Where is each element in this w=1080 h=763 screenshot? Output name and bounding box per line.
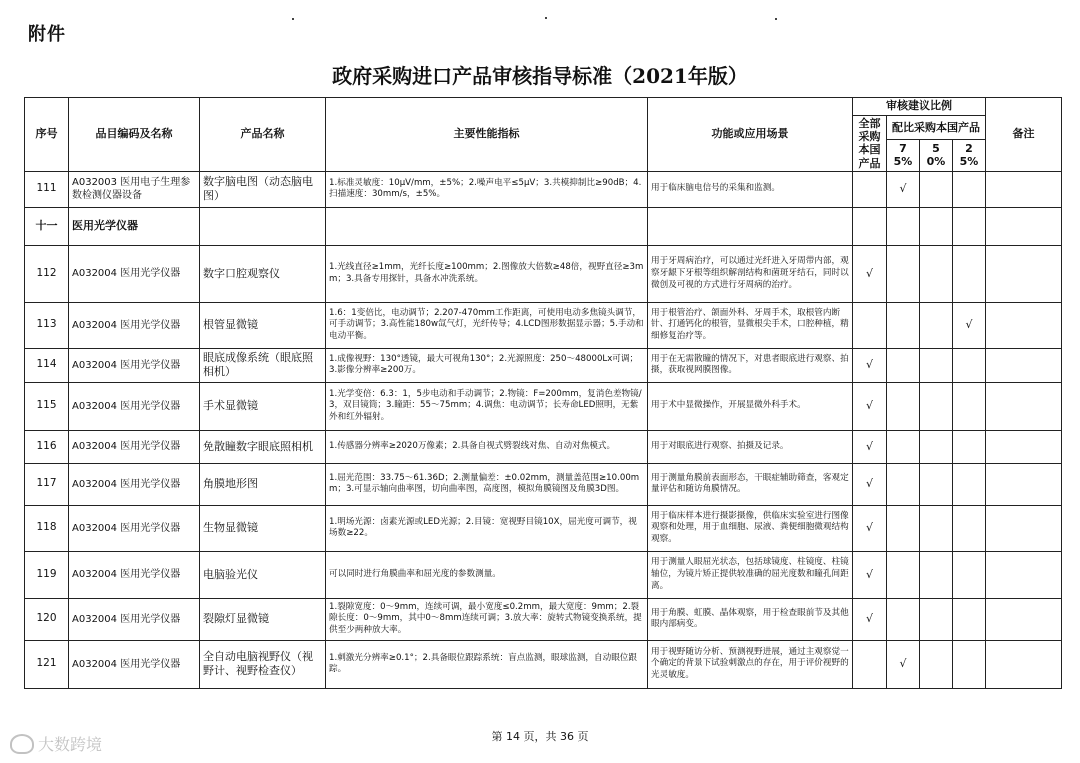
cell-50 xyxy=(920,245,953,302)
cell-seq: 113 xyxy=(25,302,69,348)
cell-25 xyxy=(953,463,986,505)
empty-cell xyxy=(986,207,1062,245)
cell-code-name: A032004 医用光学仪器 xyxy=(69,598,200,640)
cell-product-name: 数字口腔观察仪 xyxy=(200,245,326,302)
cell-specs: 1.光学变倍：6.3：1，5步电动和手动调节；2.物镜：F=200mm，复消色差物镜/3，双目镜筒；3.瞳距：55～75mm；4.调焦：电动调节；长寿命LED照明，无紫外和红外辐射。 xyxy=(326,382,648,430)
cell-50 xyxy=(920,382,953,430)
watermark-text: 大数跨境 xyxy=(38,735,103,754)
header-specs: 主要性能指标 xyxy=(326,98,648,172)
cell-function: 用于测量人眼屈光状态，包括球镜度、柱镜度、柱镜轴位，为镜片矫正提供较准确的屈光度数和瞳孔间距离。 xyxy=(648,551,853,598)
cell-remark xyxy=(986,640,1062,688)
cell-seq: 114 xyxy=(25,348,69,382)
table-row xyxy=(25,302,1062,348)
table-row xyxy=(25,245,1062,302)
cell-function: 用于在无需散瞳的情况下，对患者眼底进行观察、拍摄，获取视网膜图像。 xyxy=(648,348,853,382)
header-ratio-group: 审核建议比例 xyxy=(853,98,986,116)
cell-75: √ xyxy=(887,171,920,207)
cell-all-domestic: √ xyxy=(853,551,887,598)
cell-specs: 1.光线直径≥1mm，光纤长度≥100mm；2.图像放大倍数≥48倍，视野直径≥3mm；3.具备专用探针，具备水冲洗系统。 xyxy=(326,245,648,302)
cell-code-name: A032004 医用光学仪器 xyxy=(69,505,200,551)
scan-speck xyxy=(545,17,547,19)
cell-50 xyxy=(920,430,953,463)
cell-product-name: 角膜地形图 xyxy=(200,463,326,505)
cell-50 xyxy=(920,302,953,348)
cell-product-name: 手术显微镜 xyxy=(200,382,326,430)
cell-75 xyxy=(887,598,920,640)
cell-25 xyxy=(953,598,986,640)
section-title: 医用光学仪器 xyxy=(69,207,200,245)
table-row xyxy=(25,463,1062,505)
cell-50 xyxy=(920,463,953,505)
cell-remark xyxy=(986,245,1062,302)
cell-all-domestic: √ xyxy=(853,598,887,640)
cell-50 xyxy=(920,551,953,598)
cell-code-name: A032003 医用电子生理参数检测仪器设备 xyxy=(69,171,200,207)
header-remark: 备注 xyxy=(986,98,1062,172)
cell-all-domestic: √ xyxy=(853,463,887,505)
cell-code-name: A032004 医用光学仪器 xyxy=(69,551,200,598)
cell-all-domestic: √ xyxy=(853,430,887,463)
cell-25: √ xyxy=(953,302,986,348)
cell-75: √ xyxy=(887,640,920,688)
cell-product-name: 电脑验光仪 xyxy=(200,551,326,598)
cell-code-name: A032004 医用光学仪器 xyxy=(69,463,200,505)
cell-seq: 111 xyxy=(25,171,69,207)
cell-specs: 1.标准灵敏度：10μV/mm，±5%；2.噪声电平≤5μV；3.共模抑制比≥90dB；4.扫描速度：30mm/s，±5%。 xyxy=(326,171,648,207)
cell-75 xyxy=(887,348,920,382)
cell-all-domestic xyxy=(853,171,887,207)
cell-seq: 118 xyxy=(25,505,69,551)
cell-product-name: 根管显微镜 xyxy=(200,302,326,348)
cell-product-name: 生物显微镜 xyxy=(200,505,326,551)
cell-25 xyxy=(953,382,986,430)
cell-25 xyxy=(953,640,986,688)
cell-25 xyxy=(953,505,986,551)
cell-75 xyxy=(887,430,920,463)
cell-remark xyxy=(986,171,1062,207)
table-row xyxy=(25,505,1062,551)
empty-cell xyxy=(853,207,887,245)
table-row xyxy=(25,171,1062,207)
empty-cell xyxy=(953,207,986,245)
cell-function: 用于临床样本进行摄影摄像，供临床实验室进行图像观察和处理，用于血细胞、尿液、粪便细胞微观结构观察。 xyxy=(648,505,853,551)
cell-all-domestic: √ xyxy=(853,245,887,302)
cell-seq: 121 xyxy=(25,640,69,688)
empty-cell xyxy=(200,207,326,245)
table-row xyxy=(25,348,1062,382)
document-title: 政府采购进口产品审核指导标准（2021年版） xyxy=(332,64,748,88)
cell-50 xyxy=(920,598,953,640)
cell-all-domestic xyxy=(853,302,887,348)
cell-25 xyxy=(953,245,986,302)
cell-code-name: A032004 医用光学仪器 xyxy=(69,245,200,302)
cell-specs: 1.刺激光分辨率≥0.1°；2.具备眼位跟踪系统：盲点监测，眼球监测，自动眼位跟踪。 xyxy=(326,640,648,688)
cell-specs: 1.6：1变倍比，电动调节；2.207-470mm工作距离，可使用电动多焦镜头调节，可手动调节；3.高性能180w氙气灯，光纤传导；4.LCD图形数据显示器；5.手动和电动平衡。 xyxy=(326,302,648,348)
cell-25 xyxy=(953,171,986,207)
table-row xyxy=(25,598,1062,640)
cell-code-name: A032004 医用光学仪器 xyxy=(69,302,200,348)
cell-remark xyxy=(986,505,1062,551)
scan-speck xyxy=(775,18,777,20)
cell-remark xyxy=(986,430,1062,463)
cell-seq: 116 xyxy=(25,430,69,463)
header-domestic-ratio: 配比采购本国产品 xyxy=(887,116,986,140)
cell-all-domestic: √ xyxy=(853,348,887,382)
header-25: 25% xyxy=(953,139,986,171)
cell-seq: 120 xyxy=(25,598,69,640)
cell-50 xyxy=(920,505,953,551)
header-function: 功能或应用场景 xyxy=(648,98,853,172)
cell-50 xyxy=(920,171,953,207)
attachment-label: 附件 xyxy=(28,24,66,45)
cell-function: 用于根管治疗、颌面外科、牙周手术，取根管内断针、打通钙化的根管，显微根尖手术，口腔种植，精细修复治疗等。 xyxy=(648,302,853,348)
cell-code-name: A032004 医用光学仪器 xyxy=(69,430,200,463)
standards-table xyxy=(24,97,1062,689)
table-row xyxy=(25,640,1062,688)
cell-75 xyxy=(887,382,920,430)
cell-specs: 1.成像视野：130°透镜，最大可视角130°；2.光源照度：250～48000Lx可调；3.影像分辨率≥200万。 xyxy=(326,348,648,382)
cell-all-domestic: √ xyxy=(853,382,887,430)
page-footer: 第 14 页，共 36 页 xyxy=(491,730,589,743)
cell-seq: 119 xyxy=(25,551,69,598)
header-product-name: 产品名称 xyxy=(200,98,326,172)
cell-remark xyxy=(986,463,1062,505)
cell-75 xyxy=(887,551,920,598)
cell-function: 用于对眼底进行观察、拍摄及记录。 xyxy=(648,430,853,463)
cell-25 xyxy=(953,430,986,463)
cell-specs: 可以同时进行角膜曲率和屈光度的参数测量。 xyxy=(326,551,648,598)
cell-75 xyxy=(887,302,920,348)
header-seq: 序号 xyxy=(25,98,69,172)
empty-cell xyxy=(326,207,648,245)
cell-25 xyxy=(953,348,986,382)
watermark xyxy=(10,732,102,755)
cell-code-name: A032004 医用光学仪器 xyxy=(69,640,200,688)
section-seq: 十一 xyxy=(25,207,69,245)
cell-all-domestic: √ xyxy=(853,505,887,551)
cell-75 xyxy=(887,463,920,505)
empty-cell xyxy=(920,207,953,245)
cell-seq: 117 xyxy=(25,463,69,505)
cell-remark xyxy=(986,598,1062,640)
cell-seq: 115 xyxy=(25,382,69,430)
cell-product-name: 裂隙灯显微镜 xyxy=(200,598,326,640)
cell-remark xyxy=(986,348,1062,382)
cell-product-name: 眼底成像系统（眼底照相机） xyxy=(200,348,326,382)
table-row xyxy=(25,382,1062,430)
cell-specs: 1.屈光范围：33.75～61.36D；2.测量偏差：±0.02mm，测量盖范围≥10.00mm；3.可显示轴向曲率图，切向曲率图，高度图，模拟角膜镜图及角膜3D图。 xyxy=(326,463,648,505)
cell-remark xyxy=(986,302,1062,348)
cell-50 xyxy=(920,348,953,382)
table-row xyxy=(25,551,1062,598)
cell-function: 用于临床脑电信号的采集和监测。 xyxy=(648,171,853,207)
cell-function: 用于视野随访分析、预测视野进展，通过主观察觉一个确定的背景下试验刺激点的存在，用于评价视野的光灵敏度。 xyxy=(648,640,853,688)
scan-speck xyxy=(292,18,294,20)
cell-product-name: 免散瞳数字眼底照相机 xyxy=(200,430,326,463)
empty-cell xyxy=(887,207,920,245)
cell-code-name: A032004 医用光学仪器 xyxy=(69,382,200,430)
cell-function: 用于牙周病治疗，可以通过光纤进入牙周带内部，观察牙龈下牙根等组织解剖结构和菌斑牙结石，同时以微创及可视的方式进行牙周病的治疗。 xyxy=(648,245,853,302)
cell-25 xyxy=(953,551,986,598)
header-75: 75% xyxy=(887,139,920,171)
cell-remark xyxy=(986,382,1062,430)
header-50: 50% xyxy=(920,139,953,171)
cell-specs: 1.明场光源：卤素光源或LED光源；2.目镜：宽视野目镜10X，屈光度可调节，视场数≥22。 xyxy=(326,505,648,551)
empty-cell xyxy=(648,207,853,245)
cell-all-domestic xyxy=(853,640,887,688)
cell-code-name: A032004 医用光学仪器 xyxy=(69,348,200,382)
cell-75 xyxy=(887,505,920,551)
cell-specs: 1.裂隙宽度：0～9mm，连续可调，最小宽度≤0.2mm，最大宽度：9mm；2.裂隙长度：0～9mm，其中0～8mm连续可调；3.放大率：旋转式物镜变换系统，提供至少两种放大率。 xyxy=(326,598,648,640)
cell-75 xyxy=(887,245,920,302)
watermark-logo-icon xyxy=(10,734,34,754)
cell-50 xyxy=(920,640,953,688)
cell-function: 用于角膜、虹膜、晶体观察，用于检查眼前节及其他眼内部病变。 xyxy=(648,598,853,640)
cell-function: 用于测量角膜前表面形态，干眼症辅助筛查，客观定量评估和随访角膜情况。 xyxy=(648,463,853,505)
cell-remark xyxy=(986,551,1062,598)
section-row xyxy=(25,207,1062,245)
header-all-domestic: 全部采购本国产品 xyxy=(853,116,887,172)
cell-specs: 1.传感器分辨率≥2020万像素；2.具备自视式劈裂线对焦、自动对焦模式。 xyxy=(326,430,648,463)
header-code-name: 品目编码及名称 xyxy=(69,98,200,172)
table-row xyxy=(25,430,1062,463)
cell-product-name: 数字脑电图（动态脑电图） xyxy=(200,171,326,207)
cell-product-name: 全自动电脑视野仪（视野计、视野检查仪） xyxy=(200,640,326,688)
cell-seq: 112 xyxy=(25,245,69,302)
cell-function: 用于术中显微操作，开展显微外科手术。 xyxy=(648,382,853,430)
